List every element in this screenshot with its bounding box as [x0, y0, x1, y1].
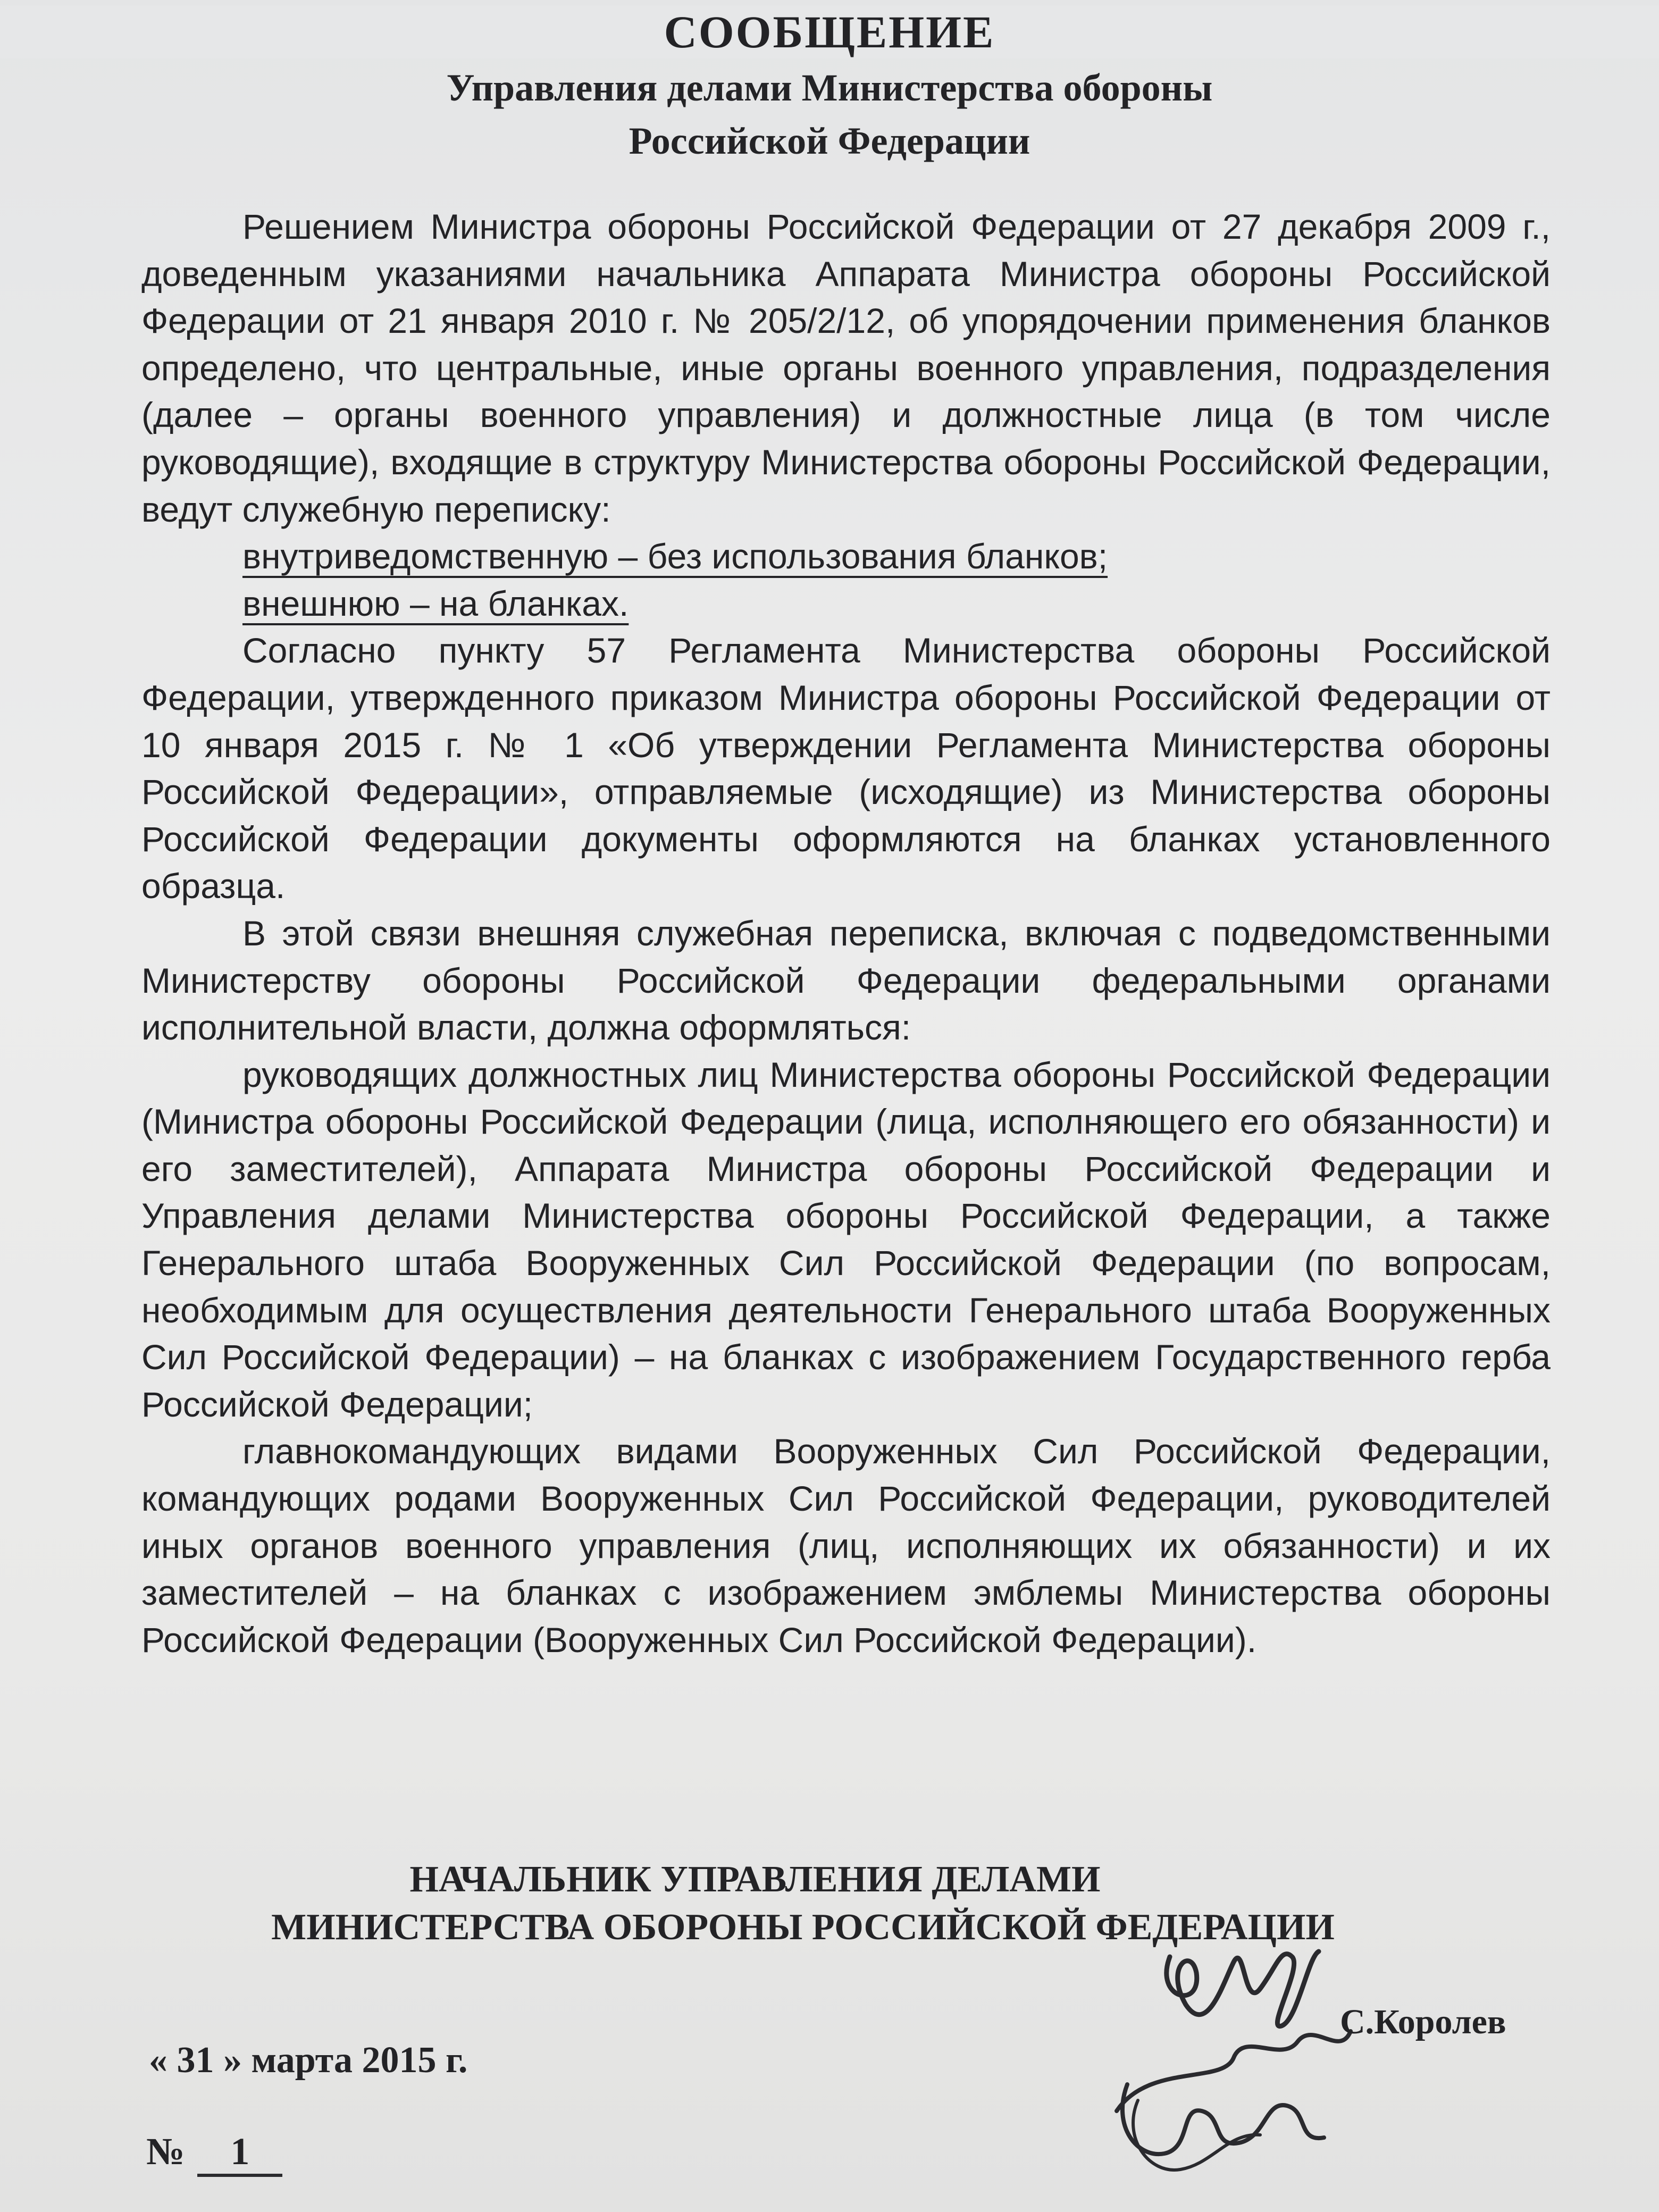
document-body	[141, 203, 1551, 1663]
number-label: №	[146, 2130, 185, 2173]
document-title-text: СООБЩЕНИЕ	[651, 6, 1008, 57]
paragraph-emblem-blanks: главнокомандующих видами Вооруженных Сил Российской Федерации, командующих родами Вооруженных Сил Российской Федерации, руководителей иных органов военного управления (лиц, исполняющих их обязанности) и их заместителей – на бланках с изображением эмблемы Министерства обороны Российской Федерации (Вооруженных Сил Российской Федерации).	[141, 1431, 1551, 1660]
paragraph-decision: Решением Министра обороны Российской Федерации от 27 декабря 2009 г., доведенным указаниями начальника Аппарата Министра обороны Российской Федерации от 21 января 2010 г. № 205/2/12, об упорядочении применения бланков определено, что центральные, иные органы военного управления, подразделения (далее – органы военного управления) и должностные лица (в том числе руководящие), входящие в структуру Министерства обороны Российской Федерации, ведут служебную переписку:	[141, 207, 1551, 529]
document-subtitle-line1: Управления делами Министерства обороны	[446, 66, 1213, 109]
paragraph-external-correspondence: В этой связи внешняя служебная переписка, включая с подведомственными Министерству обороны Российской Федерации федеральными органами исполнительной власти, должна оформляться:	[141, 913, 1551, 1048]
signer-name: С.Королев	[1340, 2002, 1506, 2041]
signature-title-line1: НАЧАЛЬНИК УПРАВЛЕНИЯ ДЕЛАМИ	[409, 1859, 1101, 1900]
number-value: 1	[197, 2130, 282, 2177]
document-number	[146, 2130, 282, 2177]
document-date: « 31 » марта 2015 г.	[149, 2040, 468, 2081]
list-item-internal: внутриведомственную – без использования бланков;	[242, 537, 1108, 576]
document-title	[0, 5, 1659, 58]
paragraph-coat-of-arms-blanks: руководящих должностных лиц Министерства обороны Российской Федерации (Министра обороны Российской Федерации (лица, исполняющего его обязанности) и его заместителей), Аппарата Министра обороны Российской Федерации и Управления делами Министерства обороны Российской Федерации, а также Генерального штаба Вооруженных Сил Российской Федерации (по вопросам, необходимым для осуществления деятельности Генерального штаба Вооруженных Сил Российской Федерации) – на бланках с изображением Государственного герба Российской Федерации;	[141, 1054, 1551, 1424]
handwritten-signature	[1106, 1925, 1404, 2201]
paragraph-regulation: Согласно пункту 57 Регламента Министерства обороны Российской Федерации, утвержденного приказом Министра обороны Российской Федерации от 10 января 2015 г. № 1 «Об утверждении Регламента Министерства обороны Российской Федерации», отправляемые (исходящие) из Министерства обороны Российской Федерации документы оформляются на бланках установленного образца.	[141, 631, 1551, 906]
signature-title-line2: МИНИСТЕРСТВА ОБОРОНЫ РОССИЙСКОЙ ФЕДЕРАЦИИ	[271, 1907, 1335, 1948]
document-subtitle-line2: Российской Федерации	[629, 120, 1030, 162]
list-item-external: внешнюю – на бланках.	[242, 583, 629, 623]
